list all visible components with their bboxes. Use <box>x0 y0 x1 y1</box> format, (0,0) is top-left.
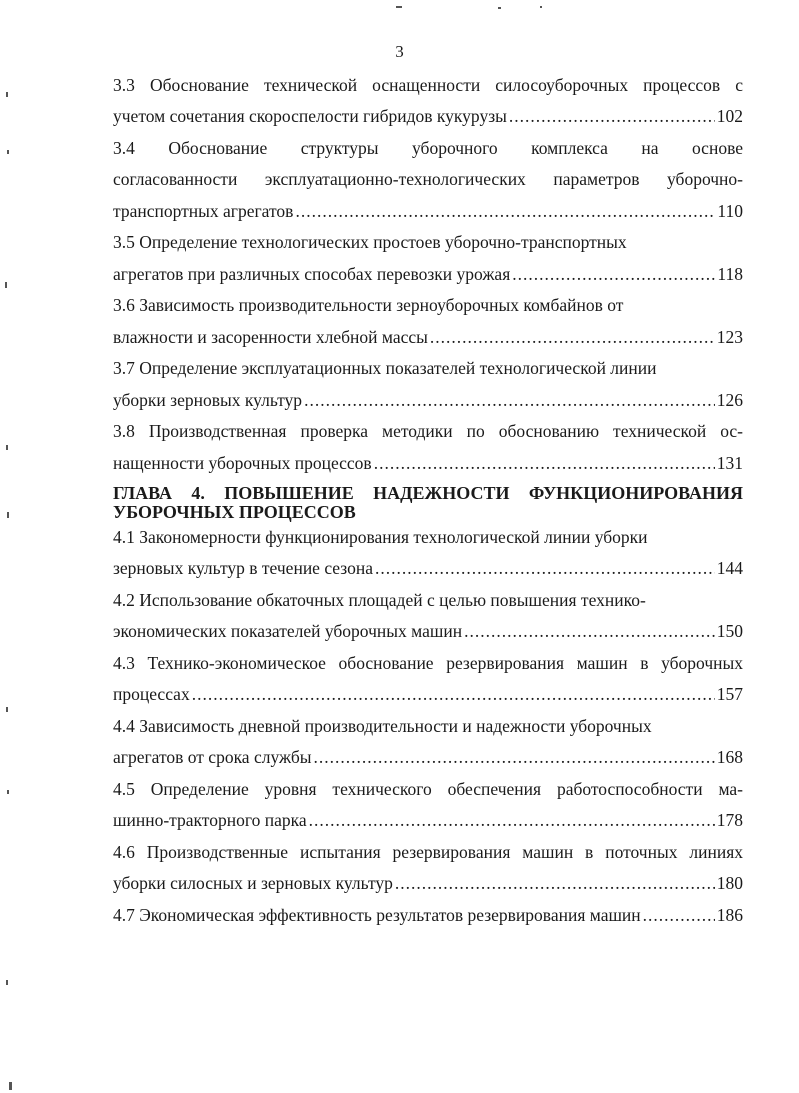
scan-speck <box>7 512 9 518</box>
dot-leader <box>395 868 715 898</box>
scan-speck <box>6 980 8 985</box>
toc-page-number: 178 <box>716 810 743 830</box>
toc-entry-4-5-line-1: 4.5 Определение уровня технического обеспечения работоспособности ма- <box>113 779 743 799</box>
page-number: 3 <box>395 42 404 61</box>
toc-entry-text: процессах <box>113 684 190 704</box>
dot-leader <box>192 679 715 709</box>
toc-entry-3-3-line-1: 3.3 Обоснование технической оснащенности силосоуборочных процессов с <box>113 75 743 95</box>
toc-entry-3-5-line-1: 3.5 Определение технологических простоев уборочно-транспортных <box>113 232 627 252</box>
toc-page-number: 150 <box>716 621 743 641</box>
toc-page-number: 180 <box>716 873 743 893</box>
toc-entry-4-4-line-2 <box>113 742 743 772</box>
toc-page-number: 131 <box>716 453 743 473</box>
chapter-4-heading <box>113 484 743 522</box>
toc-entry-4-1-line-2 <box>113 553 743 583</box>
toc-entry-text: влажности и засоренности хлебной массы <box>113 327 428 347</box>
dot-leader <box>295 196 715 226</box>
toc-page-number: 157 <box>716 684 743 704</box>
dot-leader <box>309 805 715 835</box>
chapter-heading-line-1: ГЛАВА 4. ПОВЫШЕНИЕ НАДЕЖНОСТИ ФУНКЦИОНИРОВАНИЯ <box>113 483 743 503</box>
dot-leader <box>464 616 715 646</box>
toc-entry-3-8-line-1: 3.8 Производственная проверка методики по обоснованию технической ос- <box>113 421 743 441</box>
toc-entry-4-5-line-2 <box>113 805 743 835</box>
toc-entry-3-5-line-2 <box>113 259 743 289</box>
toc-entry-text: учетом сочетания скороспелости гибридов кукурузы <box>113 106 507 126</box>
toc-entry-4-7-line-1 <box>113 900 743 930</box>
toc-entry-4-1-line-1: 4.1 Закономерности функционирования технологической линии уборки <box>113 527 648 547</box>
scan-speck <box>498 7 501 9</box>
toc-entry-3-6-line-1: 3.6 Зависимость производительности зерноуборочных комбайнов от <box>113 295 624 315</box>
toc-entry-3-7-line-2 <box>113 385 743 415</box>
dot-leader <box>430 322 715 352</box>
toc-entry-4-3-line-2 <box>113 679 743 709</box>
toc-entry-text: транспортных агрегатов <box>113 201 294 221</box>
toc-entry-text: экономических показателей уборочных машин <box>113 621 463 641</box>
toc-page-number: 118 <box>717 264 743 284</box>
chapter-heading-line-2: УБОРОЧНЫХ ПРОЦЕССОВ <box>113 502 356 522</box>
dot-leader <box>512 259 715 289</box>
toc-page-number: 102 <box>716 106 743 126</box>
toc-entry-text: уборки силосных и зерновых культур <box>113 873 393 893</box>
toc-entry-3-4-line-2: согласованности эксплуатационно-технологических параметров уборочно- <box>113 169 743 189</box>
toc-page-number: 144 <box>716 558 743 578</box>
dot-leader <box>304 385 715 415</box>
toc-entry-4-6-line-2 <box>113 868 743 898</box>
dot-leader <box>509 101 715 131</box>
scan-speck <box>7 790 9 794</box>
toc-entry-4-6-line-1: 4.6 Производственные испытания резервирования машин в поточных линиях <box>113 842 743 862</box>
toc-entry-4-2-line-2 <box>113 616 743 646</box>
scan-speck <box>5 282 7 288</box>
toc-entry-4-3-line-1: 4.3 Технико-экономическое обоснование резервирования машин в уборочных <box>113 653 743 673</box>
toc-entry-3-4-line-3 <box>113 196 743 226</box>
dot-leader <box>375 553 715 583</box>
scan-speck <box>7 150 9 154</box>
toc-entry-text: уборки зерновых культур <box>113 390 303 410</box>
toc-entry-3-4-line-1: 3.4 Обоснование структуры уборочного комплекса на основе <box>113 138 743 158</box>
toc-entry-text: нащенности уборочных процессов <box>113 453 372 473</box>
toc-entry-3-6-line-2 <box>113 322 743 352</box>
toc-entry-3-3-line-2 <box>113 101 743 131</box>
toc-entry-3-8-line-2 <box>113 448 743 478</box>
scan-speck <box>540 6 542 8</box>
dot-leader <box>374 448 715 478</box>
dot-leader <box>643 900 715 930</box>
toc-page-number: 123 <box>716 327 743 347</box>
toc-entry-text: 4.7 Экономическая эффективность результатов резервирования машин <box>113 905 641 925</box>
toc-entry-text: агрегатов от срока службы <box>113 747 312 767</box>
scan-speck <box>9 1082 12 1090</box>
toc-page-number: 126 <box>716 390 743 410</box>
scan-speck <box>6 445 8 450</box>
toc-entry-4-2-line-1: 4.2 Использование обкаточных площадей с целью повышения технико- <box>113 590 646 610</box>
scan-speck <box>6 92 8 97</box>
toc-entry-text: зерновых культур в течение сезона <box>113 558 373 578</box>
toc-page-number: 168 <box>716 747 743 767</box>
toc-page-number: 186 <box>716 905 743 925</box>
scan-speck <box>6 707 8 712</box>
toc-entry-3-7-line-1: 3.7 Определение эксплуатационных показателей технологической линии <box>113 358 657 378</box>
toc-entry-text: шинно-тракторного парка <box>113 810 307 830</box>
dot-leader <box>314 742 715 772</box>
toc-page-number: 110 <box>717 201 743 221</box>
scan-speck <box>396 6 402 8</box>
toc-entry-text: агрегатов при различных способах перевозки урожая <box>113 264 511 284</box>
toc-entry-4-4-line-1: 4.4 Зависимость дневной производительности и надежности уборочных <box>113 716 652 736</box>
